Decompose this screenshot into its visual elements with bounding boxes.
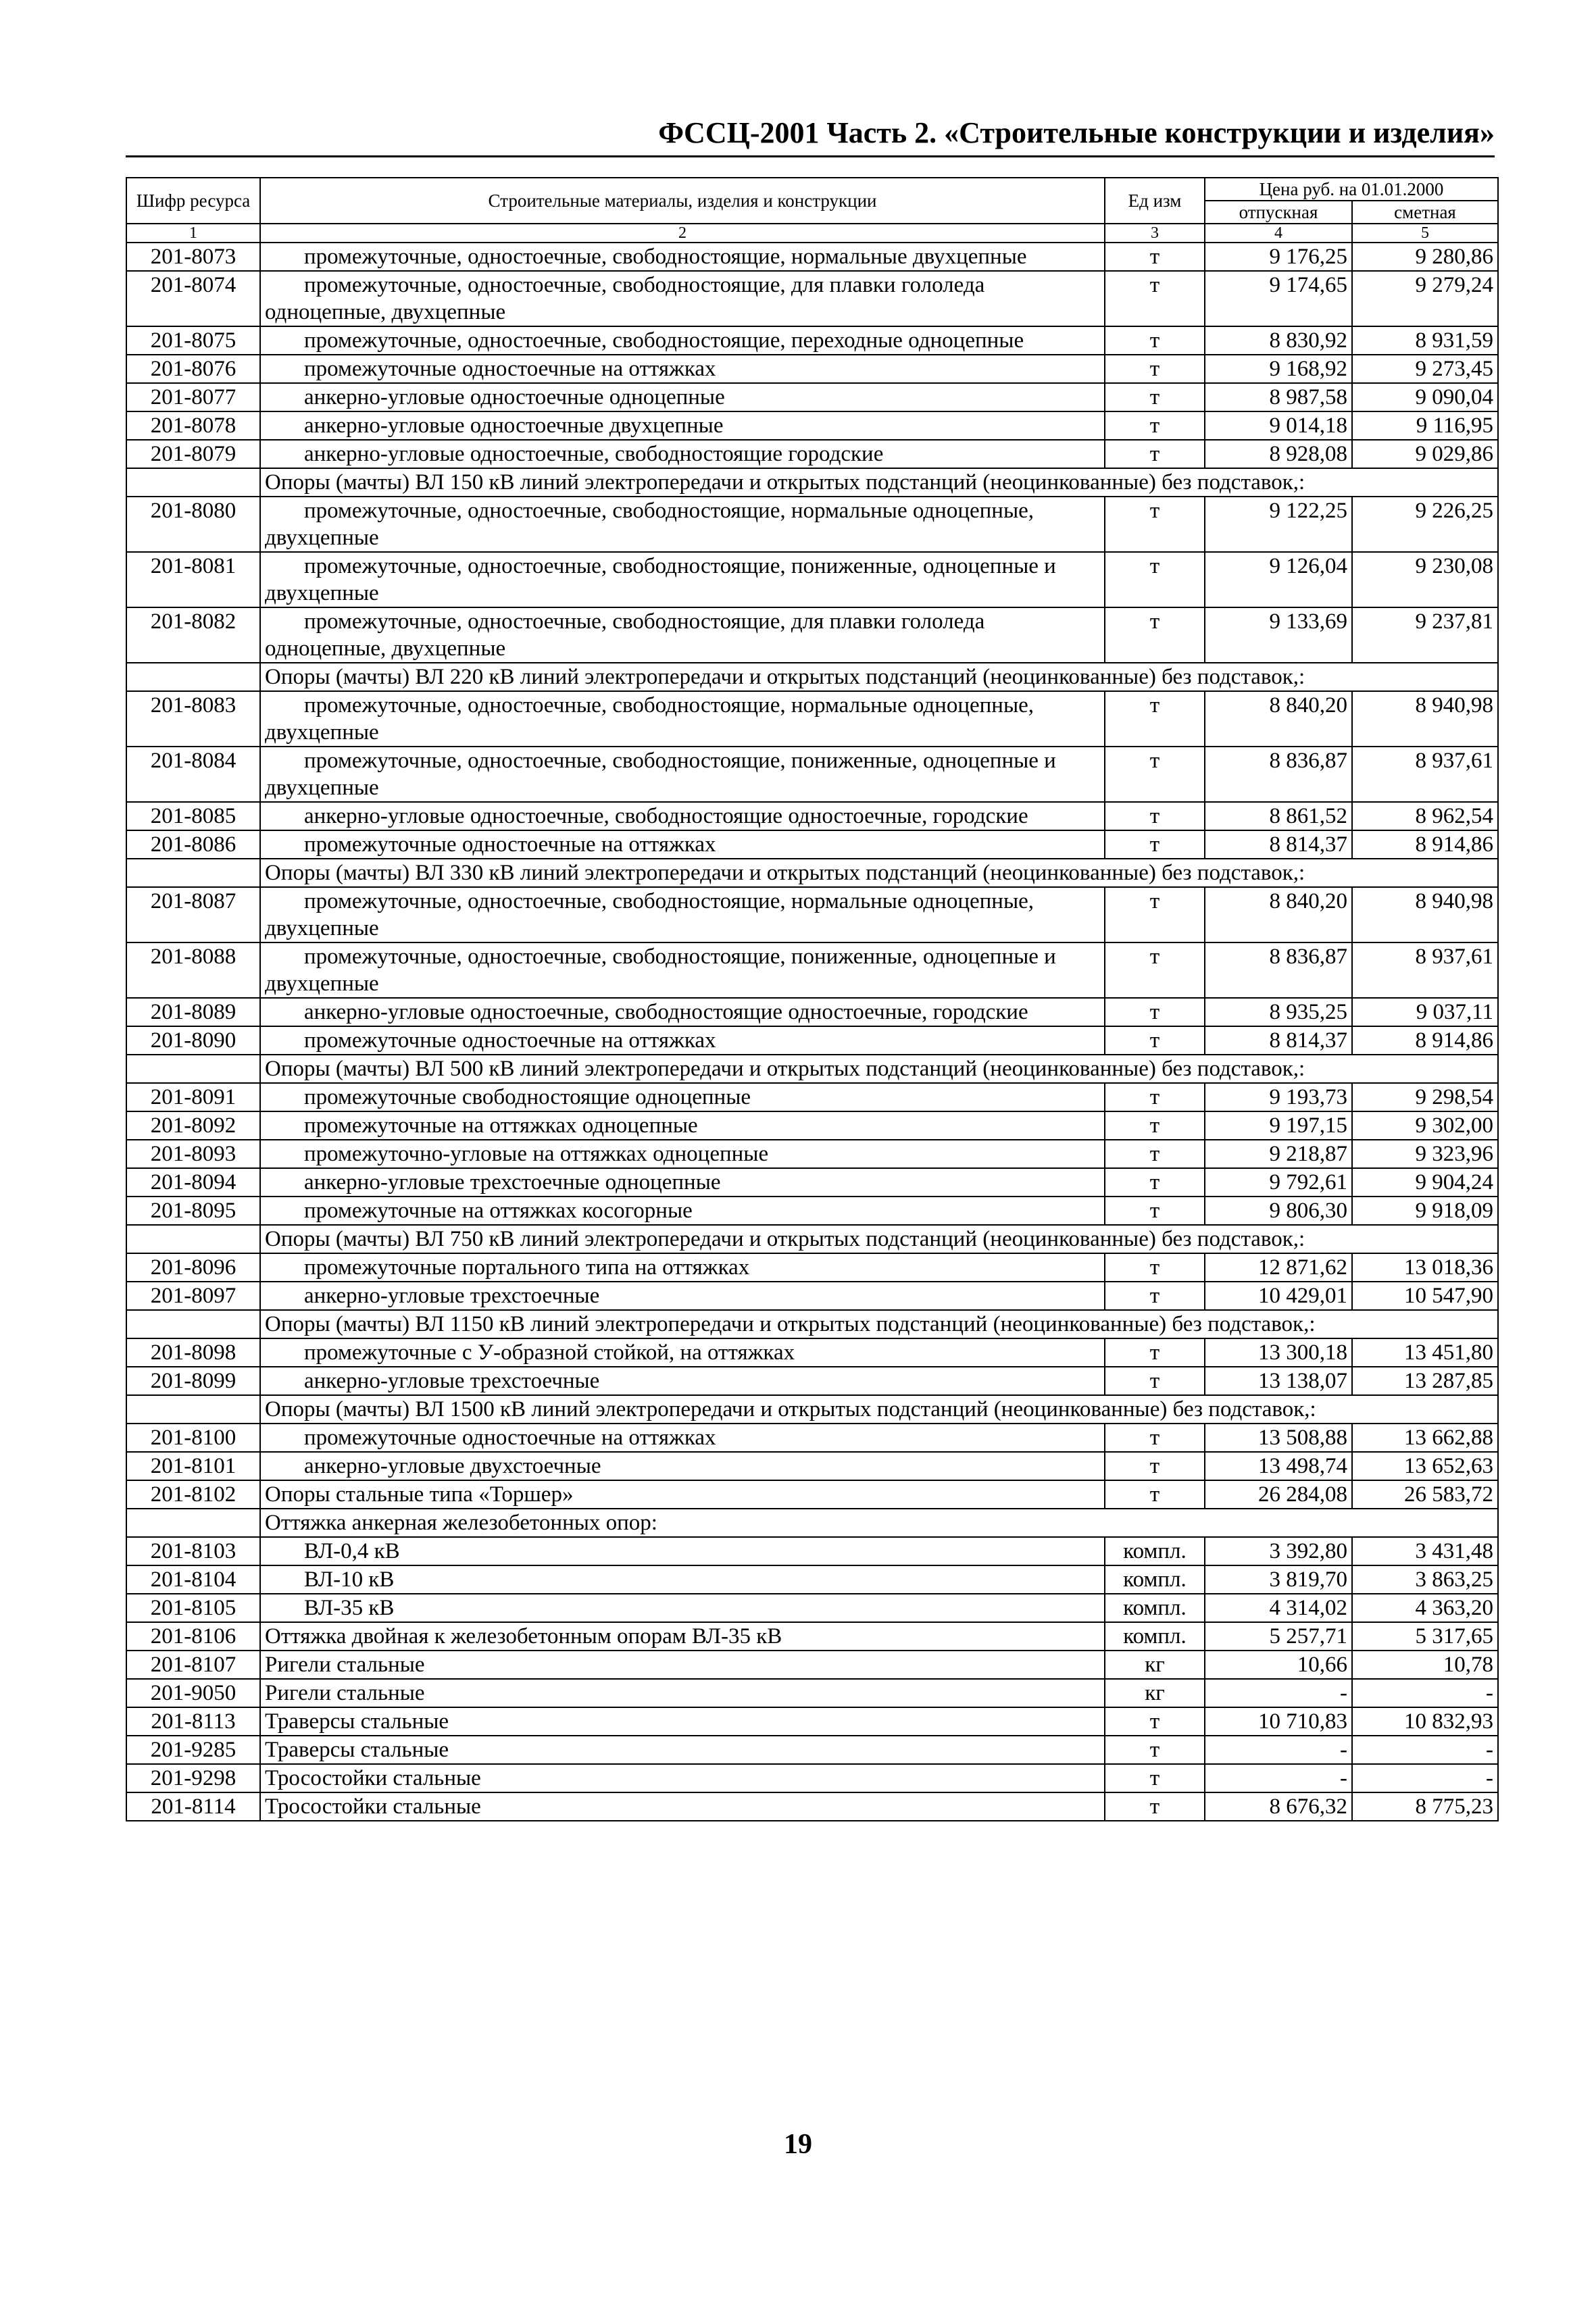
price-estimate: 9 302,00 bbox=[1352, 1111, 1498, 1140]
price-release: 9 014,18 bbox=[1205, 411, 1352, 440]
unit: т bbox=[1105, 1792, 1205, 1821]
table-row bbox=[126, 440, 1498, 468]
unit: т bbox=[1105, 887, 1205, 942]
header-price-estimate: сметная bbox=[1352, 201, 1498, 224]
section-row bbox=[126, 1225, 1498, 1253]
table-row bbox=[126, 1480, 1498, 1509]
table-row bbox=[126, 271, 1498, 326]
resource-code: 201-8080 bbox=[126, 497, 260, 552]
section-code-cell bbox=[126, 663, 260, 691]
column-number: 1 bbox=[126, 224, 260, 243]
table-row bbox=[126, 887, 1498, 942]
material-name: промежуточные, одностоечные, свободностоящие, для плавки гололеда одноцепные, двухцепные bbox=[260, 607, 1105, 663]
section-row bbox=[126, 1395, 1498, 1424]
table-row bbox=[126, 411, 1498, 440]
material-name: Опоры стальные типа «Торшер» bbox=[260, 1480, 1105, 1509]
resource-code: 201-9285 bbox=[126, 1736, 260, 1764]
price-release: 8 987,58 bbox=[1205, 383, 1352, 411]
table-row bbox=[126, 1083, 1498, 1111]
price-estimate: 8 940,98 bbox=[1352, 691, 1498, 747]
section-title: Опоры (мачты) ВЛ 500 кВ линий электропередачи и открытых подстанций (неоцинкованные) без подставок,: bbox=[260, 1055, 1498, 1083]
resource-code: 201-8099 bbox=[126, 1367, 260, 1395]
material-name: промежуточные, одностоечные, свободностоящие, нормальные одноцепные, двухцепные bbox=[260, 691, 1105, 747]
material-name: анкерно-угловые двухстоечные bbox=[260, 1452, 1105, 1480]
material-name: промежуточные, одностоечные, свободностоящие, нормальные двухцепные bbox=[260, 243, 1105, 271]
resource-code: 201-8078 bbox=[126, 411, 260, 440]
resource-code: 201-8087 bbox=[126, 887, 260, 942]
material-name: промежуточные, одностоечные, свободностоящие, нормальные одноцепные, двухцепные bbox=[260, 887, 1105, 942]
material-name: Траверсы стальные bbox=[260, 1707, 1105, 1736]
price-estimate: 26 583,72 bbox=[1352, 1480, 1498, 1509]
section-code-cell bbox=[126, 1225, 260, 1253]
price-release: 9 193,73 bbox=[1205, 1083, 1352, 1111]
price-release: 9 806,30 bbox=[1205, 1197, 1352, 1225]
table-row bbox=[126, 1253, 1498, 1282]
price-estimate: 8 914,86 bbox=[1352, 1026, 1498, 1055]
unit: т bbox=[1105, 1424, 1205, 1452]
table-body bbox=[126, 243, 1498, 1821]
material-name: анкерно-угловые одностоечные одноцепные bbox=[260, 383, 1105, 411]
price-release: 9 133,69 bbox=[1205, 607, 1352, 663]
unit: т bbox=[1105, 383, 1205, 411]
price-estimate: 8 937,61 bbox=[1352, 747, 1498, 802]
price-estimate: 3 863,25 bbox=[1352, 1565, 1498, 1594]
table-row bbox=[126, 1140, 1498, 1168]
resource-code: 201-8090 bbox=[126, 1026, 260, 1055]
price-estimate: 9 298,54 bbox=[1352, 1083, 1498, 1111]
section-title: Опоры (мачты) ВЛ 750 кВ линий электропередачи и открытых подстанций (неоцинкованные) без подставок,: bbox=[260, 1225, 1498, 1253]
resource-code: 201-8101 bbox=[126, 1452, 260, 1480]
resource-code: 201-8074 bbox=[126, 271, 260, 326]
price-estimate: 4 363,20 bbox=[1352, 1594, 1498, 1622]
unit: т bbox=[1105, 1111, 1205, 1140]
unit: т bbox=[1105, 1140, 1205, 1168]
resource-code: 201-8106 bbox=[126, 1622, 260, 1651]
unit: т bbox=[1105, 1338, 1205, 1367]
material-name: промежуточные, одностоечные, свободностоящие, для плавки гололеда одноцепные, двухцепные bbox=[260, 271, 1105, 326]
table-row bbox=[126, 355, 1498, 383]
price-estimate: 3 431,48 bbox=[1352, 1537, 1498, 1565]
price-estimate: 8 914,86 bbox=[1352, 830, 1498, 859]
resource-code: 201-8094 bbox=[126, 1168, 260, 1197]
section-code-cell bbox=[126, 1310, 260, 1338]
resource-code: 201-8083 bbox=[126, 691, 260, 747]
price-release: 8 676,32 bbox=[1205, 1792, 1352, 1821]
section-row bbox=[126, 663, 1498, 691]
unit: т bbox=[1105, 691, 1205, 747]
price-estimate: 13 287,85 bbox=[1352, 1367, 1498, 1395]
section-row bbox=[126, 1509, 1498, 1537]
price-release: 12 871,62 bbox=[1205, 1253, 1352, 1282]
material-name: анкерно-угловые одностоечные, свободностоящие одностоечные, городские bbox=[260, 802, 1105, 830]
price-estimate: 9 323,96 bbox=[1352, 1140, 1498, 1168]
price-release: 8 814,37 bbox=[1205, 830, 1352, 859]
resource-code: 201-8095 bbox=[126, 1197, 260, 1225]
section-row bbox=[126, 1310, 1498, 1338]
price-release: - bbox=[1205, 1764, 1352, 1792]
price-release: 10 429,01 bbox=[1205, 1282, 1352, 1310]
material-name: анкерно-угловые трехстоечные bbox=[260, 1367, 1105, 1395]
unit: т bbox=[1105, 1282, 1205, 1310]
table-row bbox=[126, 1026, 1498, 1055]
section-row bbox=[126, 859, 1498, 887]
material-name: анкерно-угловые одностоечные, свободностоящие одностоечные, городские bbox=[260, 998, 1105, 1026]
price-estimate: 8 940,98 bbox=[1352, 887, 1498, 942]
price-release: 8 935,25 bbox=[1205, 998, 1352, 1026]
table-row bbox=[126, 1452, 1498, 1480]
material-name: промежуточные, одностоечные, свободностоящие, пониженные, одноцепные и двухцепные bbox=[260, 942, 1105, 998]
price-estimate: 9 037,11 bbox=[1352, 998, 1498, 1026]
section-code-cell bbox=[126, 1395, 260, 1424]
unit: т bbox=[1105, 1253, 1205, 1282]
material-name: анкерно-угловые одностоечные двухцепные bbox=[260, 411, 1105, 440]
table-row bbox=[126, 383, 1498, 411]
material-name: промежуточные одностоечные на оттяжках bbox=[260, 1424, 1105, 1452]
unit: т bbox=[1105, 552, 1205, 607]
unit: кг bbox=[1105, 1651, 1205, 1679]
header-code: Шифр ресурса bbox=[126, 178, 260, 224]
unit: т bbox=[1105, 802, 1205, 830]
unit: т bbox=[1105, 326, 1205, 355]
table-row bbox=[126, 607, 1498, 663]
table-row bbox=[126, 1111, 1498, 1140]
price-release: - bbox=[1205, 1679, 1352, 1707]
header-price-group: Цена руб. на 01.01.2000 bbox=[1205, 178, 1498, 201]
table-row bbox=[126, 1338, 1498, 1367]
section-code-cell bbox=[126, 859, 260, 887]
table-row bbox=[126, 942, 1498, 998]
unit: компл. bbox=[1105, 1594, 1205, 1622]
material-name: анкерно-угловые трехстоечные одноцепные bbox=[260, 1168, 1105, 1197]
resource-code: 201-8104 bbox=[126, 1565, 260, 1594]
price-release: 4 314,02 bbox=[1205, 1594, 1352, 1622]
resource-code: 201-8105 bbox=[126, 1594, 260, 1622]
price-release: 8 814,37 bbox=[1205, 1026, 1352, 1055]
material-name: Тросостойки стальные bbox=[260, 1764, 1105, 1792]
resource-code: 201-8086 bbox=[126, 830, 260, 859]
table-row bbox=[126, 1764, 1498, 1792]
price-estimate: 9 116,95 bbox=[1352, 411, 1498, 440]
column-number-row bbox=[126, 224, 1498, 243]
price-estimate: 8 937,61 bbox=[1352, 942, 1498, 998]
material-name: промежуточные, одностоечные, свободностоящие, пониженные, одноцепные и двухцепные bbox=[260, 747, 1105, 802]
material-name: промежуточные с У-образной стойкой, на оттяжках bbox=[260, 1338, 1105, 1367]
unit: т bbox=[1105, 440, 1205, 468]
price-release: 10,66 bbox=[1205, 1651, 1352, 1679]
section-title: Оттяжка анкерная железобетонных опор: bbox=[260, 1509, 1498, 1537]
price-estimate: 9 279,24 bbox=[1352, 271, 1498, 326]
material-name: анкерно-угловые трехстоечные bbox=[260, 1282, 1105, 1310]
resource-code: 201-8073 bbox=[126, 243, 260, 271]
price-estimate: - bbox=[1352, 1736, 1498, 1764]
resource-code: 201-8085 bbox=[126, 802, 260, 830]
material-name: промежуточные портального типа на оттяжках bbox=[260, 1253, 1105, 1282]
table-row bbox=[126, 830, 1498, 859]
table-row bbox=[126, 1168, 1498, 1197]
resource-code: 201-8114 bbox=[126, 1792, 260, 1821]
table-row bbox=[126, 1367, 1498, 1395]
unit: т bbox=[1105, 1452, 1205, 1480]
unit: т bbox=[1105, 998, 1205, 1026]
resource-code: 201-8093 bbox=[126, 1140, 260, 1168]
table-row bbox=[126, 1197, 1498, 1225]
price-release: 26 284,08 bbox=[1205, 1480, 1352, 1509]
resource-code: 201-8081 bbox=[126, 552, 260, 607]
resource-code: 201-8098 bbox=[126, 1338, 260, 1367]
table-header-row bbox=[126, 178, 1498, 201]
section-row bbox=[126, 468, 1498, 497]
unit: компл. bbox=[1105, 1565, 1205, 1594]
material-name: Тросостойки стальные bbox=[260, 1792, 1105, 1821]
unit: т bbox=[1105, 1707, 1205, 1736]
unit: т bbox=[1105, 942, 1205, 998]
material-name: промежуточные одностоечные на оттяжках bbox=[260, 830, 1105, 859]
section-code-cell bbox=[126, 1055, 260, 1083]
unit: т bbox=[1105, 747, 1205, 802]
resource-code: 201-8082 bbox=[126, 607, 260, 663]
price-estimate: 9 280,86 bbox=[1352, 243, 1498, 271]
price-estimate: 8 962,54 bbox=[1352, 802, 1498, 830]
table-row bbox=[126, 1565, 1498, 1594]
unit: т bbox=[1105, 1736, 1205, 1764]
material-name: промежуточные, одностоечные, свободностоящие, переходные одноцепные bbox=[260, 326, 1105, 355]
price-release: 9 126,04 bbox=[1205, 552, 1352, 607]
column-number: 3 bbox=[1105, 224, 1205, 243]
price-release: 13 498,74 bbox=[1205, 1452, 1352, 1480]
unit: т bbox=[1105, 830, 1205, 859]
unit: т bbox=[1105, 271, 1205, 326]
section-title: Опоры (мачты) ВЛ 1150 кВ линий электропередачи и открытых подстанций (неоцинкованные) без подставок,: bbox=[260, 1310, 1498, 1338]
unit: т bbox=[1105, 607, 1205, 663]
table-row bbox=[126, 998, 1498, 1026]
price-release: 9 174,65 bbox=[1205, 271, 1352, 326]
resource-code: 201-8097 bbox=[126, 1282, 260, 1310]
price-release: 9 218,87 bbox=[1205, 1140, 1352, 1168]
price-release: 13 508,88 bbox=[1205, 1424, 1352, 1452]
resource-code: 201-8079 bbox=[126, 440, 260, 468]
price-release: 5 257,71 bbox=[1205, 1622, 1352, 1651]
unit: кг bbox=[1105, 1679, 1205, 1707]
unit: т bbox=[1105, 1197, 1205, 1225]
price-release: 3 819,70 bbox=[1205, 1565, 1352, 1594]
material-name: анкерно-угловые одностоечные, свободностоящие городские bbox=[260, 440, 1105, 468]
price-release: 8 928,08 bbox=[1205, 440, 1352, 468]
resource-code: 201-8077 bbox=[126, 383, 260, 411]
table-row bbox=[126, 802, 1498, 830]
price-release: 13 138,07 bbox=[1205, 1367, 1352, 1395]
resource-code: 201-8084 bbox=[126, 747, 260, 802]
price-estimate: 8 775,23 bbox=[1352, 1792, 1498, 1821]
price-estimate: 10 832,93 bbox=[1352, 1707, 1498, 1736]
price-release: 9 168,92 bbox=[1205, 355, 1352, 383]
resource-code: 201-8096 bbox=[126, 1253, 260, 1282]
price-release: 9 176,25 bbox=[1205, 243, 1352, 271]
section-row bbox=[126, 1055, 1498, 1083]
column-number: 5 bbox=[1352, 224, 1498, 243]
material-name: промежуточно-угловые на оттяжках одноцепные bbox=[260, 1140, 1105, 1168]
material-name: Ригели стальные bbox=[260, 1651, 1105, 1679]
unit: т bbox=[1105, 411, 1205, 440]
material-name: промежуточные, одностоечные, свободностоящие, нормальные одноцепные, двухцепные bbox=[260, 497, 1105, 552]
material-name: промежуточные одностоечные на оттяжках bbox=[260, 355, 1105, 383]
price-estimate: 9 237,81 bbox=[1352, 607, 1498, 663]
price-estimate: 9 029,86 bbox=[1352, 440, 1498, 468]
unit: т bbox=[1105, 497, 1205, 552]
price-release: 8 836,87 bbox=[1205, 747, 1352, 802]
section-title: Опоры (мачты) ВЛ 150 кВ линий электропередачи и открытых подстанций (неоцинкованные) без подставок,: bbox=[260, 468, 1498, 497]
table-row bbox=[126, 243, 1498, 271]
table-row bbox=[126, 1651, 1498, 1679]
price-release: 8 840,20 bbox=[1205, 887, 1352, 942]
resource-code: 201-8100 bbox=[126, 1424, 260, 1452]
resource-code: 201-8088 bbox=[126, 942, 260, 998]
material-name: ВЛ-0,4 кВ bbox=[260, 1537, 1105, 1565]
price-release: 9 122,25 bbox=[1205, 497, 1352, 552]
price-release: 10 710,83 bbox=[1205, 1707, 1352, 1736]
section-title: Опоры (мачты) ВЛ 330 кВ линий электропередачи и открытых подстанций (неоцинкованные) без подставок,: bbox=[260, 859, 1498, 887]
price-estimate: 13 018,36 bbox=[1352, 1253, 1498, 1282]
material-name: промежуточные, одностоечные, свободностоящие, пониженные, одноцепные и двухцепные bbox=[260, 552, 1105, 607]
table-row bbox=[126, 1622, 1498, 1651]
table-row bbox=[126, 691, 1498, 747]
table-row bbox=[126, 1679, 1498, 1707]
table-row bbox=[126, 1537, 1498, 1565]
resource-code: 201-8089 bbox=[126, 998, 260, 1026]
price-estimate: 10 547,90 bbox=[1352, 1282, 1498, 1310]
header-name: Строительные материалы, изделия и конструкции bbox=[260, 178, 1105, 224]
price-estimate: 13 652,63 bbox=[1352, 1452, 1498, 1480]
material-name: Ригели стальные bbox=[260, 1679, 1105, 1707]
header-unit: Ед изм bbox=[1105, 178, 1205, 224]
price-estimate: 13 662,88 bbox=[1352, 1424, 1498, 1452]
material-name: ВЛ-35 кВ bbox=[260, 1594, 1105, 1622]
section-title: Опоры (мачты) ВЛ 1500 кВ линий электропередачи и открытых подстанций (неоцинкованные) без подставок,: bbox=[260, 1395, 1498, 1424]
table-row bbox=[126, 1594, 1498, 1622]
price-estimate: 5 317,65 bbox=[1352, 1622, 1498, 1651]
document-title: ФССЦ-2001 Часть 2. «Строительные конструкции и изделия» bbox=[658, 116, 1495, 149]
resource-code: 201-8113 bbox=[126, 1707, 260, 1736]
resource-code: 201-8103 bbox=[126, 1537, 260, 1565]
unit: т bbox=[1105, 1026, 1205, 1055]
material-name: промежуточные свободностоящие одноцепные bbox=[260, 1083, 1105, 1111]
table-row bbox=[126, 1424, 1498, 1452]
resource-code: 201-8075 bbox=[126, 326, 260, 355]
table-row bbox=[126, 1707, 1498, 1736]
price-estimate: 9 090,04 bbox=[1352, 383, 1498, 411]
unit: компл. bbox=[1105, 1537, 1205, 1565]
price-estimate: - bbox=[1352, 1679, 1498, 1707]
material-name: промежуточные на оттяжках косогорные bbox=[260, 1197, 1105, 1225]
resource-code: 201-8102 bbox=[126, 1480, 260, 1509]
unit: т bbox=[1105, 243, 1205, 271]
section-title: Опоры (мачты) ВЛ 220 кВ линий электропередачи и открытых подстанций (неоцинкованные) без подставок,: bbox=[260, 663, 1498, 691]
price-estimate: 10,78 bbox=[1352, 1651, 1498, 1679]
section-code-cell bbox=[126, 1509, 260, 1537]
table-row bbox=[126, 552, 1498, 607]
page-header bbox=[126, 116, 1495, 157]
section-code-cell bbox=[126, 468, 260, 497]
table-row bbox=[126, 1282, 1498, 1310]
price-estimate: 13 451,80 bbox=[1352, 1338, 1498, 1367]
price-release: - bbox=[1205, 1736, 1352, 1764]
resource-code: 201-9298 bbox=[126, 1764, 260, 1792]
price-release: 8 830,92 bbox=[1205, 326, 1352, 355]
price-release: 8 836,87 bbox=[1205, 942, 1352, 998]
price-release: 13 300,18 bbox=[1205, 1338, 1352, 1367]
resource-code: 201-8092 bbox=[126, 1111, 260, 1140]
material-name: промежуточные на оттяжках одноцепные bbox=[260, 1111, 1105, 1140]
table-row bbox=[126, 1736, 1498, 1764]
unit: т bbox=[1105, 1168, 1205, 1197]
price-release: 3 392,80 bbox=[1205, 1537, 1352, 1565]
price-release: 8 861,52 bbox=[1205, 802, 1352, 830]
table-row bbox=[126, 497, 1498, 552]
material-name: Оттяжка двойная к железобетонным опорам ВЛ-35 кВ bbox=[260, 1622, 1105, 1651]
table-row bbox=[126, 1792, 1498, 1821]
table-row bbox=[126, 747, 1498, 802]
unit: т bbox=[1105, 1764, 1205, 1792]
price-estimate: - bbox=[1352, 1764, 1498, 1792]
column-number: 2 bbox=[260, 224, 1105, 243]
resource-code: 201-8076 bbox=[126, 355, 260, 383]
price-release: 8 840,20 bbox=[1205, 691, 1352, 747]
resource-code: 201-8107 bbox=[126, 1651, 260, 1679]
material-name: Траверсы стальные bbox=[260, 1736, 1105, 1764]
table-row bbox=[126, 326, 1498, 355]
header-price-release: отпускная bbox=[1205, 201, 1352, 224]
price-release: 9 197,15 bbox=[1205, 1111, 1352, 1140]
price-estimate: 9 226,25 bbox=[1352, 497, 1498, 552]
unit: т bbox=[1105, 355, 1205, 383]
price-estimate: 9 918,09 bbox=[1352, 1197, 1498, 1225]
material-name: ВЛ-10 кВ bbox=[260, 1565, 1105, 1594]
price-estimate: 8 931,59 bbox=[1352, 326, 1498, 355]
price-table bbox=[126, 177, 1499, 1821]
page-number: 19 bbox=[784, 2129, 812, 2160]
resource-code: 201-8091 bbox=[126, 1083, 260, 1111]
resource-code: 201-9050 bbox=[126, 1679, 260, 1707]
price-release: 9 792,61 bbox=[1205, 1168, 1352, 1197]
price-estimate: 9 273,45 bbox=[1352, 355, 1498, 383]
column-number: 4 bbox=[1205, 224, 1352, 243]
material-name: промежуточные одностоечные на оттяжках bbox=[260, 1026, 1105, 1055]
unit: т bbox=[1105, 1367, 1205, 1395]
unit: компл. bbox=[1105, 1622, 1205, 1651]
price-estimate: 9 230,08 bbox=[1352, 552, 1498, 607]
unit: т bbox=[1105, 1480, 1205, 1509]
unit: т bbox=[1105, 1083, 1205, 1111]
price-estimate: 9 904,24 bbox=[1352, 1168, 1498, 1197]
